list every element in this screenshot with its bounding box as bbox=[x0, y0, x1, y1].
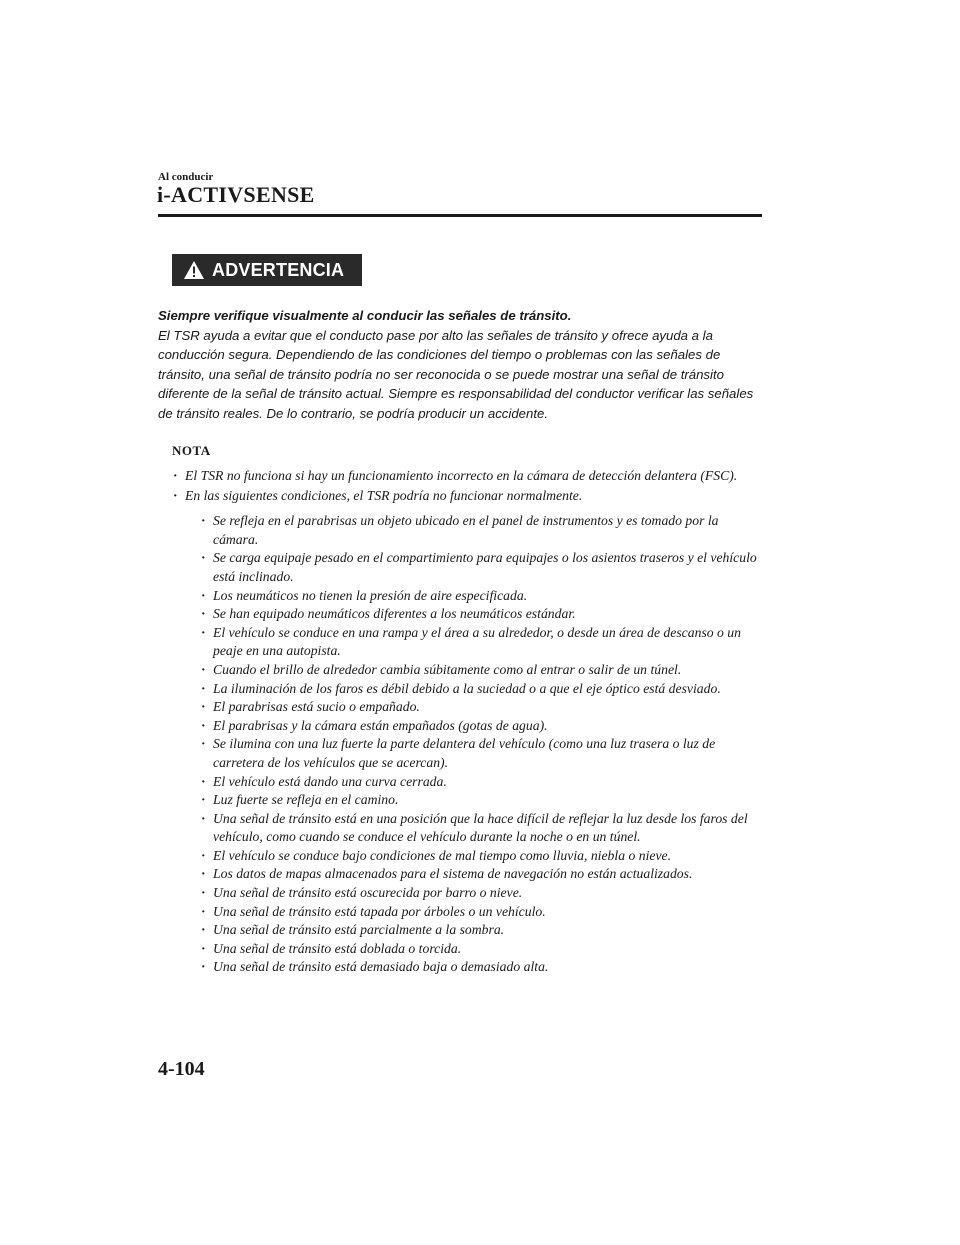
page-number: 4-104 bbox=[158, 1058, 205, 1080]
condition-item: · El vehículo se conduce en una rampa y el área a su alrededor, o desde un área de descanso o un peaje en una autopista. bbox=[200, 624, 762, 661]
condition-item: · Se refleja en el parabrisas un objeto ubicado en el panel de instrumentos y es tomado por la cámara. bbox=[200, 512, 762, 549]
condition-item: · Luz fuerte se refleja en el camino. bbox=[200, 791, 762, 810]
warning-text bbox=[158, 306, 762, 423]
condition-item: · El vehículo está dando una curva cerrada. bbox=[200, 773, 762, 792]
condition-item: · Los neumáticos no tienen la presión de aire especificada. bbox=[200, 587, 762, 606]
condition-item: · La iluminación de los faros es débil debido a la suciedad o a que el eje óptico está desviado. bbox=[200, 680, 762, 699]
condition-item: · Cuando el brillo de alrededor cambia súbitamente como al entrar o salir de un túnel. bbox=[200, 661, 762, 680]
condition-item: · El vehículo se conduce bajo condiciones de mal tiempo como lluvia, niebla o nieve. bbox=[200, 847, 762, 866]
list-item: · El TSR no funciona si hay un funcionamiento incorrecto en la cámara de detección delantera (FSC). bbox=[172, 467, 762, 486]
condition-item: · El parabrisas y la cámara están empañados (gotas de agua). bbox=[200, 717, 762, 736]
list-item-text: En las siguientes condiciones, el TSR podría no funcionar normalmente. bbox=[185, 487, 583, 503]
condition-item: · Se han equipado neumáticos diferentes a los neumáticos estándar. bbox=[200, 605, 762, 624]
condition-list bbox=[200, 512, 762, 977]
list-item bbox=[172, 487, 762, 977]
warning-triangle-icon bbox=[183, 260, 205, 280]
condition-item: · Una señal de tránsito está en una posición que la hace difícil de reflejar la luz desde los faros del vehículo, como cuando se conduce el vehículo durante la noche o en un túnel. bbox=[200, 810, 762, 847]
section-title: i-ACTIVSENSE bbox=[157, 182, 315, 207]
nota-heading: NOTA bbox=[172, 443, 211, 458]
warning-banner bbox=[172, 254, 362, 286]
condition-item: · Una señal de tránsito está parcialmente a la sombra. bbox=[200, 921, 762, 940]
condition-item: · El parabrisas está sucio o empañado. bbox=[200, 698, 762, 717]
condition-item: · Se ilumina con una luz fuerte la parte delantera del vehículo (como una luz trasera o luz de carretera de los vehículos que se acercan). bbox=[200, 735, 762, 772]
condition-item: · Se carga equipaje pesado en el compartimiento para equipajes o los asientos traseros y el vehículo está inclinado. bbox=[200, 549, 762, 586]
condition-item: · Una señal de tránsito está demasiado baja o demasiado alta. bbox=[200, 958, 762, 977]
condition-item: · Una señal de tránsito está oscurecida por barro o nieve. bbox=[200, 884, 762, 903]
warning-title: ADVERTENCIA bbox=[212, 259, 345, 280]
header-rule bbox=[158, 214, 762, 217]
condition-item: · Una señal de tránsito está doblada o torcida. bbox=[200, 940, 762, 959]
condition-item: · Los datos de mapas almacenados para el sistema de navegación no están actualizados. bbox=[200, 865, 762, 884]
section-label: Al conducir bbox=[158, 171, 214, 183]
warning-lead: Siempre verifique visualmente al conducir las señales de tránsito. bbox=[158, 308, 572, 323]
condition-item: · Una señal de tránsito está tapada por árboles o un vehículo. bbox=[200, 903, 762, 922]
warning-body: El TSR ayuda a evitar que el conducto pase por alto las señales de tránsito y ofrece ayuda a la conducción segura. Dependiendo de las condiciones del tiempo o problemas con las señales de tránsito, una señal de tránsito podría no ser reconocida o se puede mostrar una señal de tránsito diferente de la señal de tránsito actual. Siempre es responsabilidad del conductor verificar las señales de tránsito reales. De lo contrario, se podría producir un accidente. bbox=[158, 327, 754, 421]
nota-list bbox=[172, 467, 762, 978]
